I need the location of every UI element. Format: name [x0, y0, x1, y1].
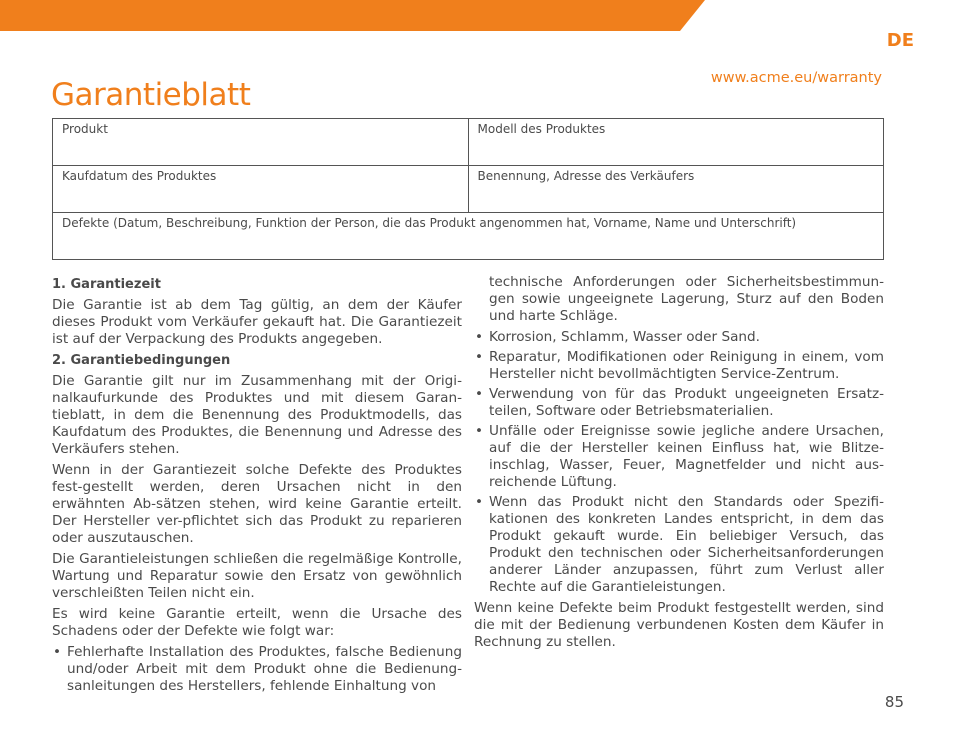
bullet-icon: • — [475, 349, 484, 365]
page-title: Garantieblatt — [51, 76, 251, 113]
bullet-icon: • — [475, 329, 484, 345]
list-item — [474, 494, 884, 596]
page-number: 85 — [884, 693, 904, 711]
paragraph: Wenn in der Garantiezeit solche Defekte des Produktes fest-gestellt werden, deren Ursachen nicht in den erwähnten Ab-sätzen stehen, wird keine Garantie erteilt. Der Hersteller ver-pflichtet sich das Produkt zu reparieren oder auszutauschen. — [52, 462, 462, 546]
language-badge: DE — [886, 30, 914, 51]
paragraph: Die Garantieleistungen schließen die regelmäßige Kontrolle, Wartung und Reparatur sowie den Ersatz von gewöhnlich verschleißten Teilen nicht ein. — [52, 551, 462, 601]
list-item-text: Unfälle oder Ereignisse sowie jegliche andere Ursachen, auf die der Hersteller keinen Einfluss hat, wie Blitze-inschlag, Wasser, Feuer, Magnetfelder und nicht aus-reichende Lüftung. — [489, 423, 884, 490]
bullet-icon: • — [475, 386, 484, 402]
list-item — [474, 386, 884, 420]
model-field[interactable]: Modell des Produktes — [468, 119, 884, 166]
paragraph: Wenn keine Defekte beim Produkt festgestellt werden, sind die mit der Bedienung verbundenen Kosten dem Käufer in Rechnung zu stellen. — [474, 600, 884, 650]
defects-field[interactable]: Defekte (Datum, Beschreibung, Funktion der Person, die das Produkt angenommen hat, Vorname, Name und Unterschrift) — [53, 213, 884, 260]
list-item — [474, 423, 884, 491]
list-item-text: Fehlerhafte Installation des Produktes, falsche Bedienung und/oder Arbeit mit dem Produkt ohne die Bedienung-sanleitungen des Herstellers, fehlende Einhaltung von — [67, 644, 462, 694]
bullet-icon: • — [475, 494, 484, 510]
list-item-text: Wenn das Produkt nicht den Standards oder Spezifi-kationen des konkreten Landes entspricht, in dem das Produkt gekauft wurde. Ein beliebiger Versuch, das Produkt den technischen oder Sicherheitsanforderungen anderer Länder anzupassen, führt zum Verlust aller Rechte auf die Garantieleistungen. — [489, 494, 884, 595]
left-column — [52, 274, 462, 699]
section-heading-warranty-period: 1. Garantiezeit — [52, 277, 161, 292]
list-item-text: Reparatur, Modifikationen oder Reinigung in einem, vom Hersteller nicht bevollmächtigten Service-Zentrum. — [489, 349, 884, 382]
seller-field[interactable]: Benennung, Adresse des Verkäufers — [468, 166, 884, 213]
section-heading-warranty-conditions: 2. Garantiebedingungen — [52, 353, 231, 368]
paragraph: Die Garantie gilt nur im Zusammenhang mit der Origi-nalkaufurkunde des Produktes und mit diesem Garan-tieblatt, in dem die Benennung des Produktmodells, das Kaufdatum des Produktes, die Benennung und Adresse des Verkäufers stehen. — [52, 373, 462, 457]
list-item-continuation: technische Anforderungen oder Sicherheitsbestimmun-gen sowie ungeeignete Lagerung, Sturz auf den Boden und harte Schläge. — [489, 274, 884, 324]
warranty-url[interactable]: www.acme.eu/warranty — [710, 70, 882, 86]
paragraph: Die Garantie ist ab dem Tag gültig, an dem der Käufer dieses Produkt vom Verkäufer gekauft hat. Die Garantiezeit ist auf der Verpackung des Produkts angegeben. — [52, 297, 462, 347]
exclusion-list — [474, 329, 884, 596]
header-orange-bar — [0, 0, 954, 31]
list-item — [474, 329, 884, 346]
exclusion-list — [52, 644, 462, 695]
list-item-text: Verwendung von für das Produkt ungeeigneten Ersatz-teilen, Software oder Betriebsmaterialien. — [489, 386, 884, 419]
purchase-date-field[interactable]: Kaufdatum des Produktes — [53, 166, 469, 213]
bullet-icon: • — [475, 423, 484, 439]
list-item — [474, 349, 884, 383]
list-item — [52, 644, 462, 695]
right-column — [474, 274, 884, 655]
paragraph: Es wird keine Garantie erteilt, wenn die Ursache des Schadens oder der Defekte wie folgt war: — [52, 606, 462, 639]
list-item-text: Korrosion, Schlamm, Wasser oder Sand. — [489, 329, 760, 345]
bullet-icon: • — [53, 644, 62, 660]
product-field[interactable]: Produkt — [53, 119, 469, 166]
warranty-form — [52, 118, 884, 260]
